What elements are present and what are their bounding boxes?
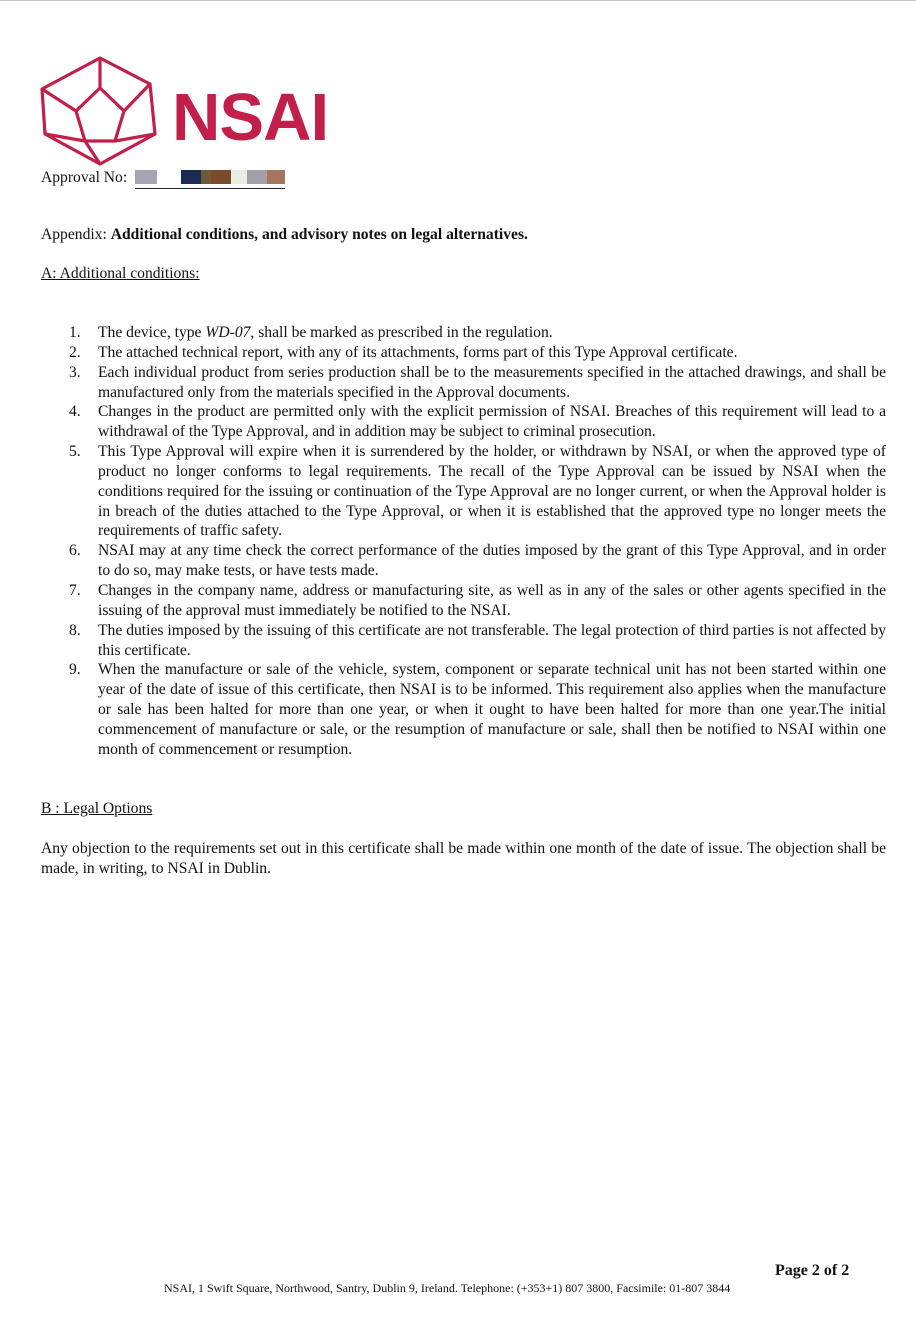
item-number: 4. (69, 403, 81, 421)
conditions-list (41, 323, 886, 760)
item-number: 7. (69, 581, 81, 599)
item-number: 6. (69, 542, 81, 560)
approval-number-redacted (135, 168, 285, 189)
list-item (41, 402, 886, 442)
item-text: The duties imposed by the issuing of this certificate are not transferable. The legal protection of third parties is not affected by this certificate. (98, 621, 886, 659)
item-number: 2. (69, 343, 81, 361)
item-text: Changes in the product are permitted only with the explicit permission of NSAI. Breaches of this requirement will lead to a withdrawal of the Type Approval, and in addition may be subject to criminal prosecution. (98, 403, 886, 441)
item-number: 5. (69, 443, 81, 461)
nsai-logo (40, 56, 340, 168)
legal-options-text: Any objection to the requirements set out in this certificate shall be made within one month of the date of issue. The objection shall be made, in writing, to NSAI in Dublin. (41, 840, 886, 877)
appendix-label: Appendix: (41, 226, 107, 243)
list-item (41, 442, 886, 541)
list-item (41, 343, 886, 363)
item-number: 1. (69, 324, 81, 341)
list-item (41, 541, 886, 581)
approval-number-line (41, 168, 285, 189)
section-b-heading: B : Legal Options (41, 800, 153, 817)
item-text: Each individual product from series production shall be to the measurements specified in the attached drawings, and shall be manufactured only from the materials specified in the Approval documents. (98, 363, 886, 401)
appendix-heading: Additional conditions, and advisory notes on legal alternatives. (110, 226, 528, 243)
item-number: 3. (69, 363, 81, 381)
item-text: This Type Approval will expire when it is surrendered by the holder, or withdrawn by NSAI, or when the approved type of product no longer conforms to legal requirements. The recall of the Type Approval can be issued by NSAI when the conditions required for the issuing or continuation of the Type Approval are no longer current, or when the Approval holder is in breach of the duties attached to the Type Approval, or when it is established that the approved type no longer meets the requirements of traffic safety. (98, 443, 886, 540)
item-text: When the manufacture or sale of the vehicle, system, component or separate technical unit has not been started within one year of the date of issue of this certificate, then NSAI is to be informed. This requirement also applies when the manufacture or sale has been halted for more than one year, or when it ought to have been halted for more than one year.The initial commencement of manufacture or sale, or the resumption of manufacture or sale, shall then be notified to NSAI within one month of commencement or resumption. (98, 661, 886, 758)
item-number: 9. (69, 661, 81, 679)
item-text: Changes in the company name, address or manufacturing site, as well as in any of the sales or other agents specified in the issuing of the approval must immediately be notified to the NSAI. (98, 581, 886, 619)
item-text: NSAI may at any time check the correct performance of the duties imposed by the grant of this Type Approval, and in order to do so, may make tests, or have tests made. (98, 542, 886, 580)
logo-wordmark: NSAI (172, 80, 329, 155)
list-item (41, 660, 886, 759)
page-top-border (0, 0, 916, 1)
page-number: Page 2 of 2 (775, 1262, 850, 1279)
list-item (41, 363, 886, 403)
item-number: 8. (69, 621, 81, 639)
dodecahedron-icon (40, 56, 160, 168)
list-item (41, 323, 886, 343)
item-text: The attached technical report, with any of its attachments, forms part of this Type Approval certificate. (98, 343, 738, 361)
approval-label: Approval No: (41, 169, 128, 186)
item-text: The device, type WD-07, shall be marked as prescribed in the regulation. (98, 324, 553, 341)
footer-address: NSAI, 1 Swift Square, Northwood, Santry, Dublin 9, Ireland. Telephone: (+353+1) 807 3800, Facsimile: 01-807 3844 (164, 1281, 731, 1295)
appendix-title (41, 225, 528, 245)
list-item (41, 581, 886, 621)
list-item (41, 621, 886, 661)
device-type: WD-07 (205, 324, 251, 341)
section-a-heading: A: Additional conditions: (41, 265, 200, 282)
